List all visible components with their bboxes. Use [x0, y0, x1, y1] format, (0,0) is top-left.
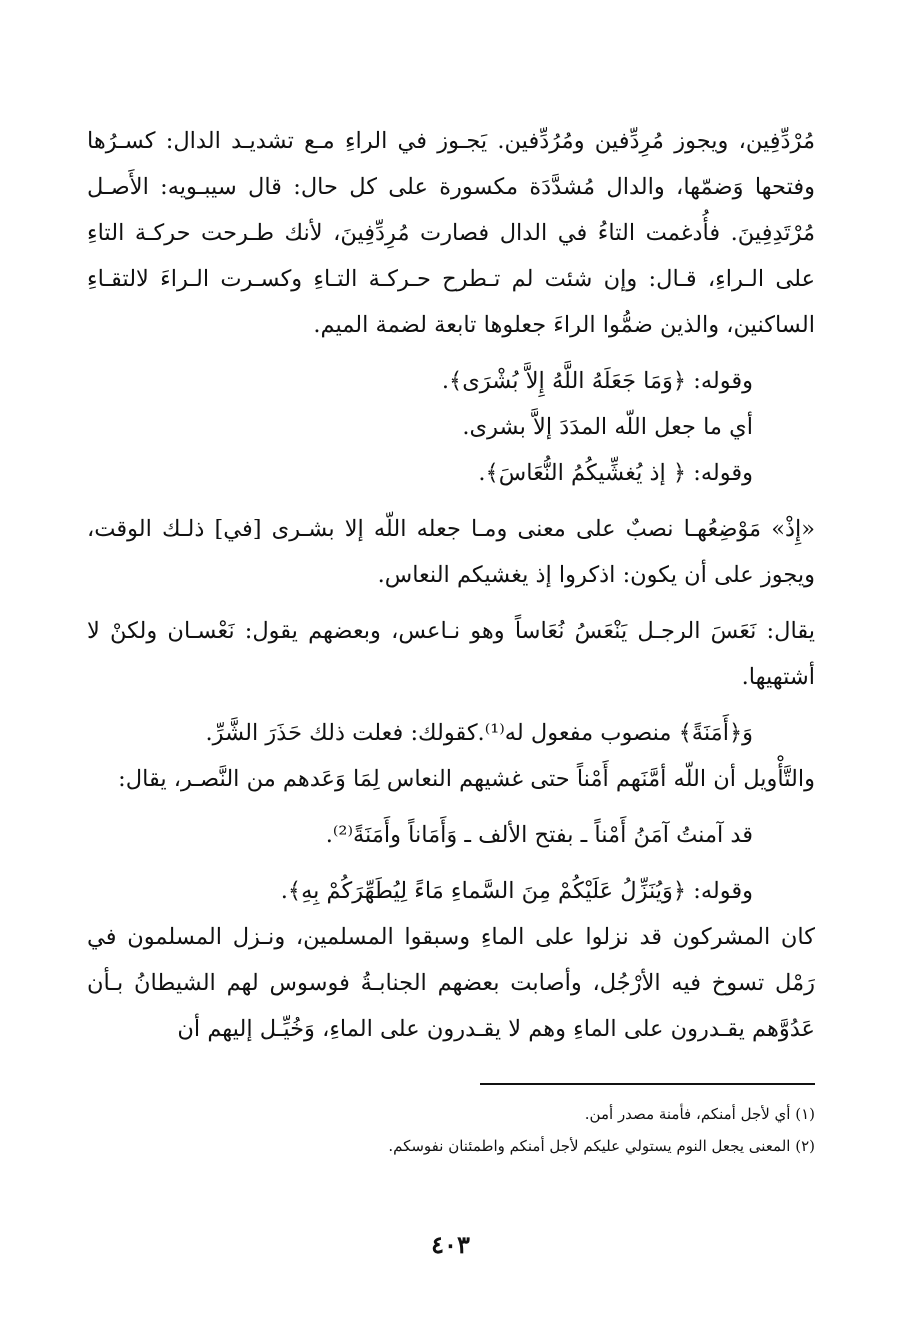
- paragraph-1-line-1: مُرْدِّفِين، ويجوز مُرِدِّفين ومُرُدِّفين. يَجـوز في الراءِ مـع تشديـد الدال: كسـرُها: [87, 128, 815, 154]
- paragraph-5-line-1: كان المشركون قد نزلوا على الماءِ وسبقوا المسلمين، ونـزل المسلمون: [127, 924, 815, 950]
- paragraph-2-line-2: الوقت، ويجوز على أن يكون: اذكروا إذ يغشيكم النعاس.: [87, 516, 815, 588]
- page-body: [87, 118, 815, 1058]
- paragraph-3-line-2: ولكنْ لا أشتهيها.: [87, 618, 815, 690]
- footnote-2: (٢) المعنى يجعل النوم يستولي عليكم لأجل أمنكم واطمئنان نفوسكم.: [388, 1137, 815, 1155]
- paragraph-1-line-5: الساكنين، والذين ضمُّوا الراءَ جعلوها تابعة لضمة الميم.: [313, 312, 815, 338]
- paragraph-2: [87, 506, 815, 598]
- paragraph-1-line-2: وفتحها وَضمّها، والدال مُشدَّدَة مكسورة على كل حال: قال سيبـويه: الأَصـل: [87, 174, 815, 200]
- quote-2: وقوله: ﴿ إذ يُغشِّيكُمُ النُّعَاسَ﴾.: [478, 460, 753, 486]
- footnote-divider: [480, 1083, 815, 1085]
- paragraph-1-line-3: مُرْتَدِفِينَ. فأُدغمت التاءُ في الدال فصارت مُرِدِّفِينَ، لأنك طـرحت حركـة التاءِ: [87, 220, 815, 246]
- paragraph-2-line-1: «إِذْ» مَوْضِعُهـا نصبٌ على معنى ومـا جعله اللّه إلا بشـرى [في] ذلـك: [161, 516, 815, 542]
- paragraph-5: [87, 914, 815, 1052]
- quote-3: وَ﴿أَمَنَةً﴾ منصوب مفعول له⁽¹⁾.كقولك: فعلت ذلك حَذَرَ الشَّرِّ.: [205, 720, 753, 746]
- quote-5: وقوله: ﴿وَيُنَزِّلُ عَلَيْكُمْ مِنَ السَّماءِ مَاءً لِيُطَهِّرَكُمْ بِهِ﴾.: [280, 878, 753, 904]
- quote-1: وقوله: ﴿وَمَا جَعَلَهُ اللَّهُ إِلاَّ بُشْرَى﴾.: [441, 368, 753, 394]
- page-number: ٤٠٣: [431, 1230, 470, 1259]
- footnotes: [87, 1098, 815, 1162]
- paragraph-3: [87, 608, 815, 700]
- paragraph-5-line-3: بـأن عَدُوَّهم يقـدرون على الماءِ وهم لا يقـدرون على الماءِ، وَخُيِّـل إليهم أن: [87, 970, 815, 1042]
- paragraph-4: [87, 756, 815, 802]
- paragraph-1-line-4: على الـراءِ، قـال: وإن شئت لم تـطرح حـركـة التـاءِ وكسـرت الـراءَ لالتقـاءِ: [87, 266, 815, 292]
- paragraph-1: [87, 118, 815, 348]
- explanation-1: أي ما جعل اللّه المدَدَ إلاَّ بشرى.: [462, 414, 753, 440]
- paragraph-4-line-2: يقال:: [118, 766, 167, 792]
- quote-4: قد آمنتُ آمَنُ أَمْناً ـ بفتح الألف ـ وَأَمَاناً وأَمَنَةً⁽²⁾.: [325, 822, 753, 848]
- paragraph-4-line-1: والتَّأْويل أن اللّه أمَّنَهم أَمْناً حتى غشيهم النعاس لِمَا وَعَدهم من النَّصـر،: [173, 766, 815, 792]
- paragraph-5-line-2: في رَمْل تسوخ فيه الأرْجُل، وأصابت بعضهم الجنابـةُ فوسوس لهم الشيطانُ: [87, 924, 815, 996]
- footnote-1: (١) أي لأجل أمنكم، فأمنة مصدر أمن.: [584, 1105, 815, 1123]
- paragraph-3-line-1: يقال: نَعَسَ الرجـل يَنْعَسُ نُعَاساً وهو نـاعس، وبعضهم يقول: نَعْسـان: [167, 618, 815, 644]
